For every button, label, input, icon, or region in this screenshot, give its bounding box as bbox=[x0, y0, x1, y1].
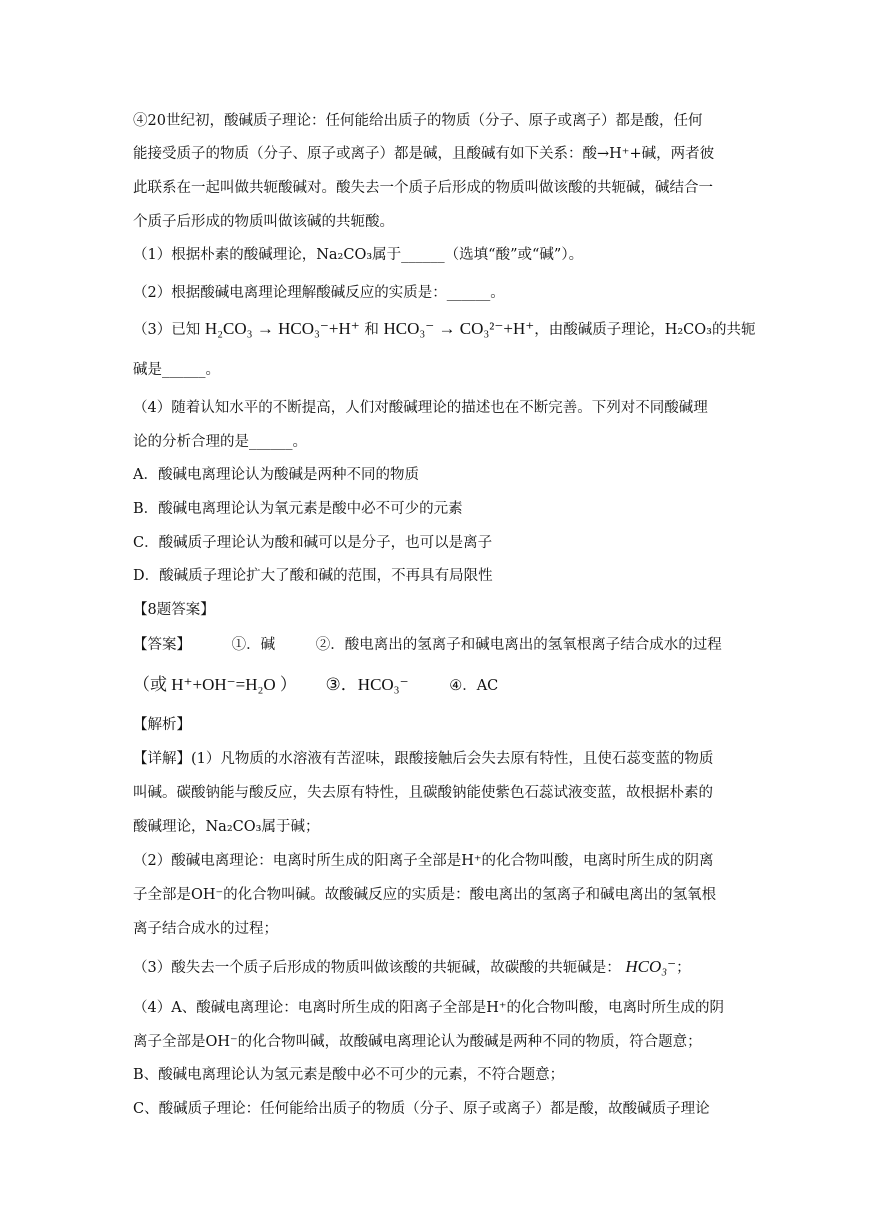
analysis-heading: 【解析】 bbox=[133, 717, 191, 733]
equation-2: HCO₃⁻ → CO₃²⁻+H⁺ bbox=[383, 319, 535, 338]
answer-3: ③．HCO₃⁻ bbox=[325, 675, 409, 694]
detail-4-line-3: B、酸碱电离理论认为氢元素是酸中必不可少的元素，不符合题意； bbox=[133, 1067, 565, 1083]
detail-4-line-2: 离子全部是OH⁻的化合物叫碱，故酸碱电离理论认为酸碱是两种不同的物质，符合题意； bbox=[133, 1034, 702, 1050]
answer-4: ④．AC bbox=[449, 678, 499, 694]
answer-heading: 【8题答案】 bbox=[133, 602, 215, 618]
answer-1: ①．碱 bbox=[231, 637, 276, 653]
detail-2-line-2: 子全部是OH⁻的化合物叫碱。故酸碱反应的实质是：酸电离出的氢离子和碱电离出的氢氧根 bbox=[133, 887, 717, 903]
detail-1-line-3: 酸碱理论，Na₂CO₃属于碱； bbox=[133, 819, 320, 835]
detail-2-line-1: （2）酸碱电离理论：电离时所生成的阳离子全部是H⁺的化合物叫酸，电离时所生成的阴离 bbox=[133, 853, 714, 869]
intro-line-1: ④20世纪初，酸碱质子理论：任何能给出质子的物质（分子、原子或离子）都是酸，任何 bbox=[133, 113, 703, 129]
detail-3-formula: HCO₃⁻ bbox=[625, 957, 677, 976]
question-4-line-2: 论的分析合理的是______。 bbox=[133, 434, 307, 450]
intro-line-4: 个质子后形成的物质叫做该碱的共轭酸。 bbox=[133, 214, 394, 230]
option-a: A．酸碱电离理论认为酸碱是两种不同的物质 bbox=[133, 467, 419, 483]
equation-1: H₂CO₃ → HCO₃⁻+H⁺ bbox=[204, 319, 360, 338]
detail-3-end: ； bbox=[676, 960, 691, 976]
detail-4-line-1: （4）A、酸碱电离理论：电离时所生成的阳离子全部是H⁺的化合物叫酸，电离时所生成的阴 bbox=[133, 1000, 724, 1016]
question-3-suffix: ，由酸碱质子理论，H₂CO₃的共轭 bbox=[534, 322, 756, 338]
question-3-connector: 和 bbox=[364, 322, 379, 338]
detail-3-line-1 bbox=[133, 957, 691, 978]
detail-4-line-4: C、酸碱质子理论：任何能给出质子的物质（分子、原子或离子）都是酸，故酸碱质子理论 bbox=[133, 1101, 710, 1117]
question-1: （1）根据朴素的酸碱理论，Na₂CO₃属于______（选填“酸”或“碱”）。 bbox=[133, 247, 584, 263]
option-d: D．酸碱质子理论扩大了酸和碱的范围，不再具有局限性 bbox=[133, 568, 493, 584]
question-2: （2）根据酸碱电离理论理解酸碱反应的实质是：______。 bbox=[133, 285, 505, 301]
question-4-line-1: （4）随着认知水平的不断提高，人们对酸碱理论的描述也在不断完善。下列对不同酸碱理 bbox=[133, 400, 708, 416]
intro-line-2: 能接受质子的物质（分子、原子或离子）都是碱，且酸碱有如下关系：酸→H⁺+碱，两者彼 bbox=[133, 146, 715, 162]
question-3-prefix: （3）已知 bbox=[133, 322, 201, 338]
answer-2: ②．酸电离出的氢离子和碱电离出的氢氧根离子结合成水的过程 bbox=[315, 637, 722, 653]
detail-2-line-3: 离子结合成水的过程； bbox=[133, 921, 278, 937]
detail-3-text: （3）酸失去一个质子后形成的物质叫做该酸的共轭碱，故碳酸的共轭碱是： bbox=[133, 960, 621, 976]
answer-label: 【答案】 bbox=[133, 637, 191, 653]
answer-line-1 bbox=[133, 635, 722, 655]
option-b: B．酸碱电离理论认为氧元素是酸中必不可少的元素 bbox=[133, 501, 463, 517]
question-3 bbox=[133, 319, 755, 340]
detail-1-line-2: 叫碱。碳酸钠能与酸反应，失去原有特性，且碳酸钠能使紫色石蕊试液变蓝，故根据朴素的 bbox=[133, 785, 713, 801]
intro-line-3: 此联系在一起叫做共轭酸碱对。酸失去一个质子后形成的物质叫做该酸的共轭碱，碱结合一 bbox=[133, 180, 713, 196]
detail-1-line-1: 【详解】(1）凡物质的水溶液有苦涩味，跟酸接触后会失去原有特性，且使石蕊变蓝的物质 bbox=[133, 751, 714, 767]
question-3-line-2: 碱是______。 bbox=[133, 362, 220, 378]
option-c: C．酸碱质子理论认为酸和碱可以是分子，也可以是离子 bbox=[133, 535, 493, 551]
answer-2-equation: （或 H⁺+OH⁻=H₂O ） bbox=[133, 675, 297, 694]
answer-line-2 bbox=[133, 675, 498, 696]
